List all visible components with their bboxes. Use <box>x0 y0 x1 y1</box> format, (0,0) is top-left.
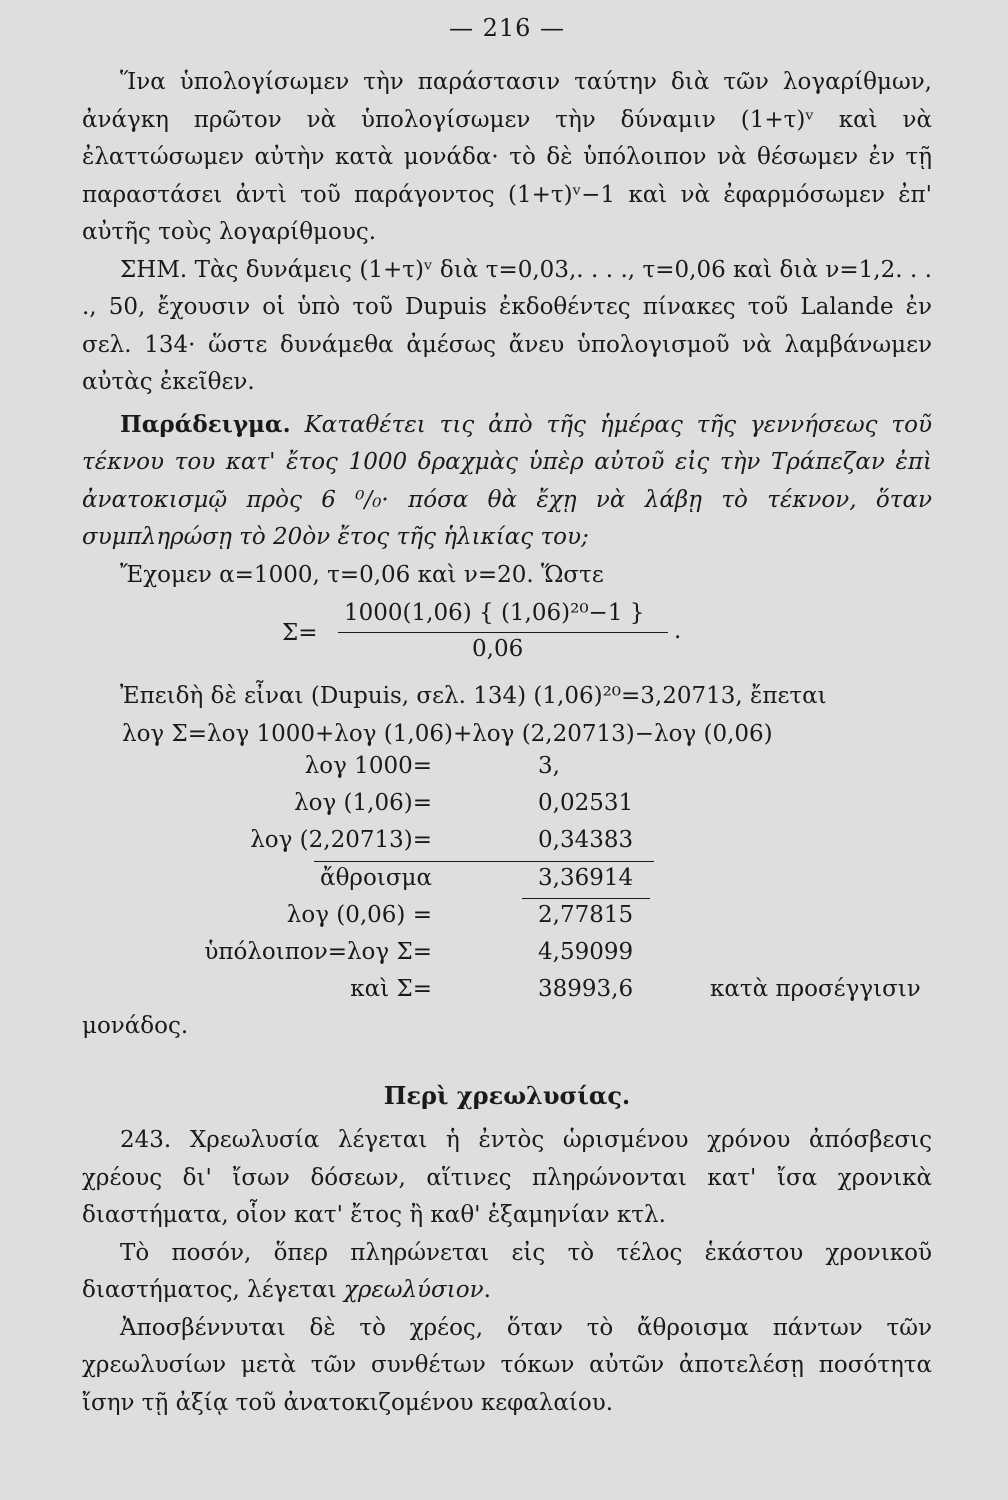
calc-value: 38993,6 <box>538 976 634 1002</box>
calc-row <box>82 976 932 1012</box>
calc-label: ἄθροισμα <box>320 865 432 891</box>
calc-label: καὶ Σ= <box>350 976 432 1002</box>
example-label: Παράδειγμα. <box>120 410 291 438</box>
formula-denominator: 0,06 <box>472 636 524 662</box>
calc-row <box>82 865 932 901</box>
monados-text: μονάδος. <box>82 1013 189 1039</box>
calc-value: 2,77815 <box>538 902 634 928</box>
calc-label: ὑπόλοιπον=λογ Σ= <box>204 939 432 965</box>
paragraph-logarithm-method: Ἵνα ὑπολογίσωμεν τὴν παράστασιν ταύτην διὰ τῶν λογαρίθμων, ἀνάγκη πρῶτον νὰ ὑπολογίσωμεν τὴν δύναμιν (1+τ)ᵛ καὶ νὰ ἐλαττώσωμεν αὐτὴν κατὰ μονάδα· τὸ δὲ ὑπόλοιπον νὰ θέσωμεν ἐν τῇ παραστάσει ἀντὶ τοῦ παράγοντος (1+τ)ᵛ−1 καὶ νὰ ἐφαρμόσωμεν ἐπ' αὐτῆς τοὺς λογαρίθμους. <box>82 69 932 245</box>
paragraph-243 <box>82 1122 932 1235</box>
example-paragraph <box>82 406 932 557</box>
log-calculation <box>82 753 932 1065</box>
calc-value: 3,36914 <box>538 865 634 891</box>
calc-row <box>82 902 932 938</box>
calc-value: 0,02531 <box>538 790 634 816</box>
section-title: Περὶ χρεωλυσίας. <box>383 1081 631 1110</box>
sum-formula <box>82 600 932 672</box>
calc-value: 3, <box>538 753 560 779</box>
calc-row <box>82 753 932 789</box>
calc-row <box>82 790 932 826</box>
subtract-rule <box>522 898 650 899</box>
note-text: Τὰς δυνάμεις (1+τ)ᵛ διὰ τ=0,03,. . . ., τ=0,06 καὶ διὰ ν=1,2. . . ., 50, ἔχουσιν οἱ ὑπὸ τοῦ Dupuis ἐκδοθέντες πίνακες τοῦ Lalande ἐν σελ. 134· ὥστε δυνάμεθα ἀμέσως ἄνευ ὑπολογισμοῦ νὰ λαμβάνωμεν αὐτὰς ἐκεῖθεν. <box>82 256 932 395</box>
calc-label: λογ (2,20713)= <box>250 827 432 853</box>
paragraph-amount <box>82 1235 932 1310</box>
paragraph-extinguish: Ἀποσβέννυται δὲ τὸ χρέος, ὅταν τὸ ἄθροισμα πάντων τῶν χρεωλυσίων μετὰ τῶν συνθέτων τόκων αὐτῶν ἀποτελέσῃ ποσότητα ἴσην τῇ ἀξίᾳ τοῦ ἀνατοκιζομένου κεφαλαίου. <box>82 1314 932 1416</box>
note-paragraph <box>82 252 932 402</box>
formula-lhs: Σ= <box>282 620 318 646</box>
calc-value: 0,34383 <box>538 827 634 853</box>
paragraph-number: 243. <box>120 1127 172 1153</box>
page-number: — 216 — <box>448 14 566 42</box>
paragraph-amount-end: . <box>483 1277 491 1303</box>
paragraph-243-text: Χρεωλυσία λέγεται ἡ ἐντὸς ὡρισμένου χρόνου ἀπόσβεσις χρέους δι' ἴσων δόσεων, αἵτινες πληρώνονται κατ' ἴσα χρονικὰ διαστήματα, οἷον κατ' ἔτος ἢ καθ' ἑξαμηνίαν κτλ. <box>82 1127 932 1228</box>
calc-row <box>82 827 932 863</box>
since-line: Ἐπειδὴ δὲ εἶναι (Dupuis, σελ. 134) (1,06)²⁰=3,20713, ἔπεται <box>120 683 827 709</box>
example-text: Καταθέτει τις ἀπὸ τῆς ἡμέρας τῆς γεννήσεως τοῦ τέκνου του κατ' ἔτος 1000 δραχμὰς ὑπὲρ αὐτοῦ εἰς τὴν Τράπεζαν ἐπὶ ἀνατοκισμῷ πρὸς 6 ⁰/₀· πόσα θὰ ἔχῃ νὰ λάβῃ τὸ τέκνον, ὅταν συμπληρώσῃ τὸ 20ὸν ἔτος τῆς ἡλικίας του; <box>82 411 932 550</box>
calc-label: λογ (1,06)= <box>294 790 432 816</box>
log-equation: λογ Σ=λογ 1000+λογ (1,06)+λογ (2,20713)−λογ (0,06) <box>122 720 773 747</box>
paragraph-amount-text: Τὸ ποσόν, ὅπερ πληρώνεται εἰς τὸ τέλος ἑκάστου χρονικοῦ διαστήματος, λέγεται <box>82 1239 932 1303</box>
note-label: ΣΗΜ. <box>120 256 188 283</box>
formula-end: . <box>674 618 682 644</box>
calc-row <box>82 939 932 975</box>
given-values: Ἔχομεν α=1000, τ=0,06 καὶ ν=20. Ὥστε <box>120 561 604 588</box>
calc-value: 4,59099 <box>538 939 634 965</box>
formula-numerator: 1000(1,06) { (1,06)²⁰−1 } <box>344 600 645 626</box>
approx-text: κατὰ προσέγγισιν <box>710 976 921 1002</box>
calc-label: λογ 1000= <box>304 753 432 779</box>
fraction-bar <box>338 632 668 633</box>
calc-label: λογ (0,06) = <box>286 902 432 928</box>
term-chreolysion: χρεωλύσιον <box>343 1277 484 1303</box>
sum-rule <box>314 861 654 862</box>
